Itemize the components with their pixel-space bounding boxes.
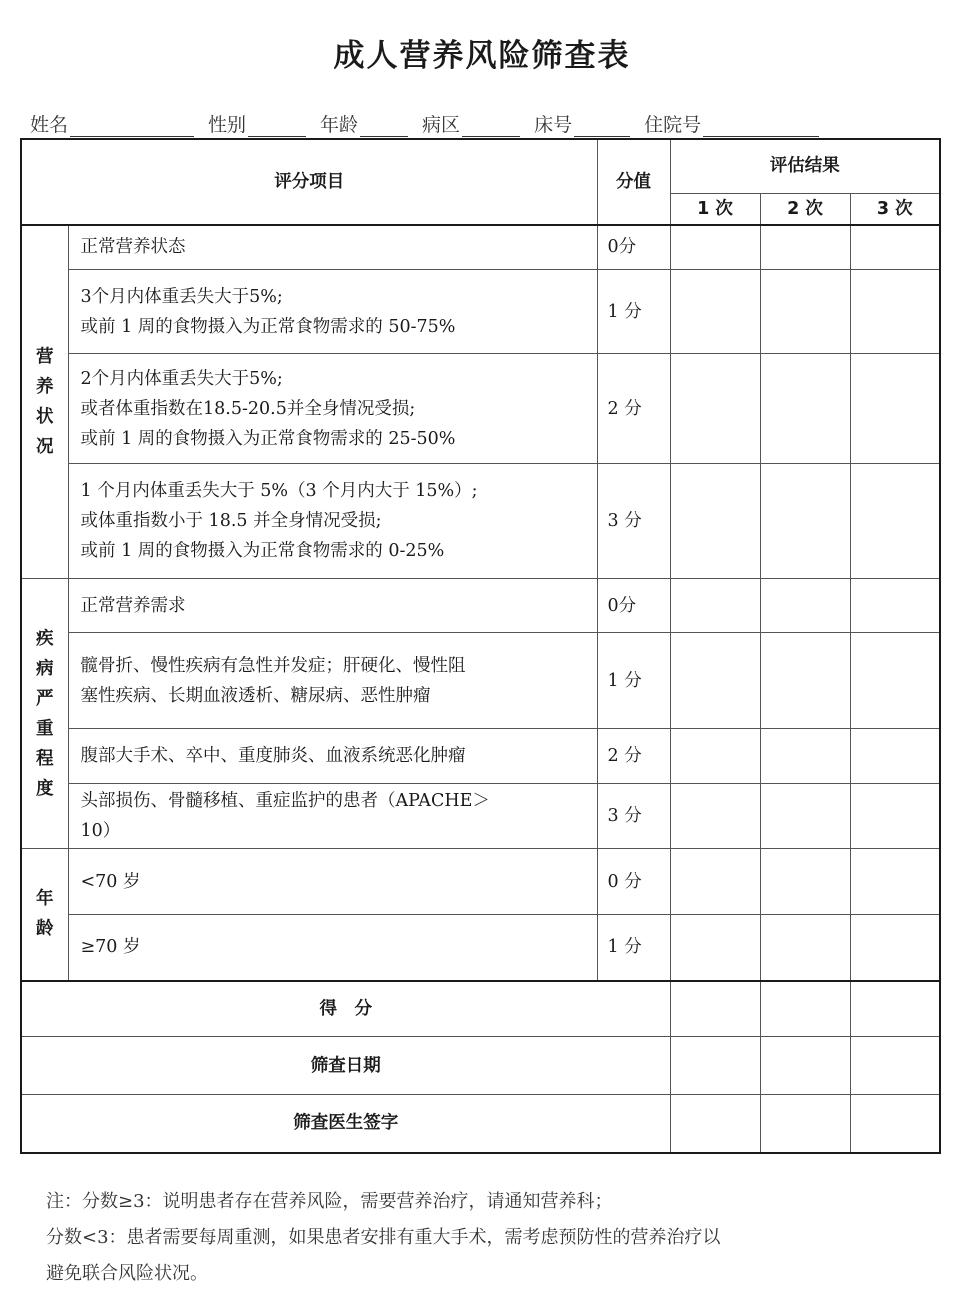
item-score: 2 分 xyxy=(597,354,670,464)
result-cell[interactable] xyxy=(850,915,940,981)
name-label: 姓名 xyxy=(30,114,69,136)
result-cell[interactable] xyxy=(670,354,760,464)
header-score: 分值 xyxy=(597,139,670,225)
item-score: 0 分 xyxy=(597,849,670,915)
screening-date-label: 筛查日期 xyxy=(21,1037,670,1095)
result-cell[interactable] xyxy=(670,915,760,981)
result-cell[interactable] xyxy=(850,729,940,784)
result-cell[interactable] xyxy=(670,464,760,579)
header-result: 评估结果 xyxy=(670,139,940,193)
item-text: 2个月内体重丢失大于5%; 或者体重指数在18.5-20.5并全身情况受损; 或前 1 周的食物摄入为正常食物需求的 25-50% xyxy=(68,354,597,464)
screening-date-cell[interactable] xyxy=(850,1037,940,1095)
footnote-line: 避免联合风险状况。 xyxy=(46,1263,208,1284)
admission-label: 住院号 xyxy=(644,114,702,136)
item-text: <70 岁 xyxy=(68,849,597,915)
category-age: 年 龄 xyxy=(21,849,68,981)
patient-info-row xyxy=(30,110,930,137)
result-cell[interactable] xyxy=(760,225,850,270)
table-row xyxy=(21,784,940,849)
total-score-cell[interactable] xyxy=(670,981,760,1037)
result-cell[interactable] xyxy=(670,633,760,729)
table-row xyxy=(21,464,940,579)
total-score-cell[interactable] xyxy=(850,981,940,1037)
doctor-signature-cell[interactable] xyxy=(670,1095,760,1153)
gender-field[interactable] xyxy=(248,117,306,137)
footnote-line: 注：分数≥3：说明患者存在营养风险，需要营养治疗，请通知营养科； xyxy=(46,1191,613,1212)
item-text: 3个月内体重丢失大于5%; 或前 1 周的食物摄入为正常食物需求的 50-75% xyxy=(68,270,597,354)
result-cell[interactable] xyxy=(850,354,940,464)
item-score: 2 分 xyxy=(597,729,670,784)
table-row xyxy=(21,225,940,270)
footnote-line: 分数<3：患者需要每周重测，如果患者安排有重大手术，需考虑预防性的营养治疗以 xyxy=(46,1227,721,1248)
item-text: 腹部大手术、卒中、重度肺炎、血液系统恶化肿瘤 xyxy=(68,729,597,784)
result-cell[interactable] xyxy=(760,270,850,354)
header-item: 评分项目 xyxy=(21,139,597,225)
result-cell[interactable] xyxy=(850,579,940,633)
doctor-signature-cell[interactable] xyxy=(760,1095,850,1153)
item-score: 1 分 xyxy=(597,915,670,981)
total-score-row xyxy=(21,981,940,1037)
result-cell[interactable] xyxy=(760,784,850,849)
doctor-signature-label: 筛查医生签字 xyxy=(21,1095,670,1153)
age-field[interactable] xyxy=(360,117,408,137)
item-score: 1 分 xyxy=(597,270,670,354)
item-text: 头部损伤、骨髓移植、重症监护的患者（APACHE＞ 10） xyxy=(68,784,597,849)
total-score-cell[interactable] xyxy=(760,981,850,1037)
category-disease-severity: 疾 病 严 重 程 度 xyxy=(21,579,68,849)
item-score: 1 分 xyxy=(597,633,670,729)
age-label: 年龄 xyxy=(320,114,359,136)
screening-date-row xyxy=(21,1037,940,1095)
item-score: 3 分 xyxy=(597,464,670,579)
gender-label: 性别 xyxy=(208,114,247,136)
result-cell[interactable] xyxy=(760,729,850,784)
bed-label: 床号 xyxy=(534,114,573,136)
admission-field[interactable] xyxy=(703,117,819,137)
footnote xyxy=(46,1184,926,1292)
result-cell[interactable] xyxy=(670,849,760,915)
screening-table xyxy=(20,138,941,1154)
total-score-label: 得 分 xyxy=(21,981,670,1037)
result-cell[interactable] xyxy=(760,633,850,729)
header-round-2: 2 次 xyxy=(760,193,850,225)
form-title: 成人营养风险筛查表 xyxy=(333,38,631,74)
result-cell[interactable] xyxy=(850,633,940,729)
header-round-3: 3 次 xyxy=(850,193,940,225)
item-score: 0分 xyxy=(597,579,670,633)
result-cell[interactable] xyxy=(850,225,940,270)
name-field[interactable] xyxy=(70,117,194,137)
table-row xyxy=(21,270,940,354)
ward-label: 病区 xyxy=(422,114,461,136)
result-cell[interactable] xyxy=(850,464,940,579)
header-round-1: 1 次 xyxy=(670,193,760,225)
result-cell[interactable] xyxy=(760,464,850,579)
item-text: 髋骨折、慢性疾病有急性并发症；肝硬化、慢性阻 塞性疾病、长期血液透析、糖尿病、恶性肿瘤 xyxy=(68,633,597,729)
table-row xyxy=(21,729,940,784)
item-text: 正常营养需求 xyxy=(68,579,597,633)
ward-field[interactable] xyxy=(462,117,520,137)
result-cell[interactable] xyxy=(760,354,850,464)
table-row xyxy=(21,849,940,915)
item-score: 3 分 xyxy=(597,784,670,849)
doctor-signature-cell[interactable] xyxy=(850,1095,940,1153)
item-text: ≥70 岁 xyxy=(68,915,597,981)
item-text: 1 个月内体重丢失大于 5%（3 个月内大于 15%）; 或体重指数小于 18.5 并全身情况受损; 或前 1 周的食物摄入为正常食物需求的 0-25% xyxy=(68,464,597,579)
result-cell[interactable] xyxy=(760,579,850,633)
result-cell[interactable] xyxy=(760,915,850,981)
item-text: 正常营养状态 xyxy=(68,225,597,270)
item-score: 0分 xyxy=(597,225,670,270)
result-cell[interactable] xyxy=(760,849,850,915)
result-cell[interactable] xyxy=(850,270,940,354)
table-row xyxy=(21,915,940,981)
result-cell[interactable] xyxy=(670,225,760,270)
bed-field[interactable] xyxy=(574,117,630,137)
doctor-signature-row xyxy=(21,1095,940,1153)
result-cell[interactable] xyxy=(670,729,760,784)
table-row xyxy=(21,354,940,464)
result-cell[interactable] xyxy=(850,784,940,849)
result-cell[interactable] xyxy=(670,579,760,633)
category-nutrition: 营 养 状 况 xyxy=(21,225,68,579)
table-row xyxy=(21,579,940,633)
result-cell[interactable] xyxy=(670,784,760,849)
table-row xyxy=(21,633,940,729)
result-cell[interactable] xyxy=(850,849,940,915)
screening-date-cell[interactable] xyxy=(760,1037,850,1095)
screening-date-cell[interactable] xyxy=(670,1037,760,1095)
result-cell[interactable] xyxy=(670,270,760,354)
